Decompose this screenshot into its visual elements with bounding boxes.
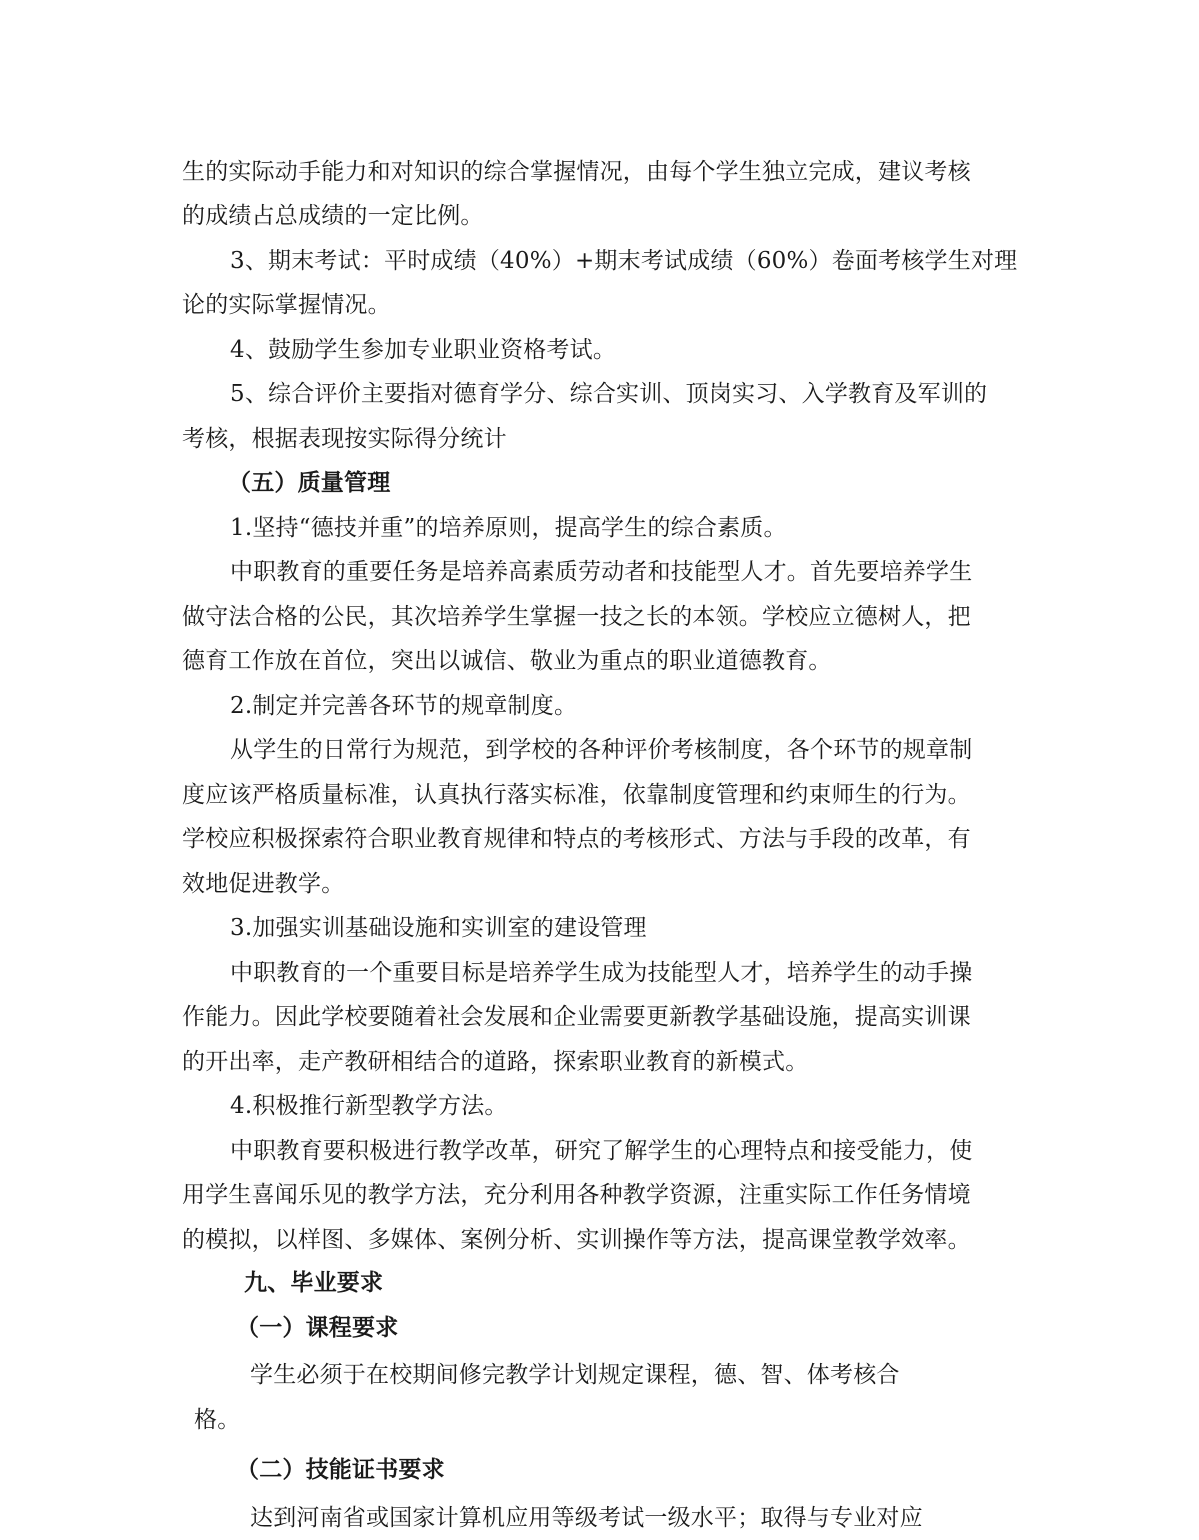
section-heading: （一）课程要求 (236, 1315, 399, 1341)
paragraph-line: 5、综合评价主要指对德育学分、综合实训、顶岗实习、入学教育及军训的 (230, 381, 988, 407)
paragraph-line: 中职教育的重要任务是培养高素质劳动者和技能型人才。首先要培养学生 (230, 559, 973, 585)
paragraph-line: 格。 (194, 1407, 241, 1433)
paragraph-line: 用学生喜闻乐见的教学方法，充分利用各种教学资源，注重实际工作任务情境 (182, 1182, 971, 1208)
paragraph-line: 4、鼓励学生参加专业职业资格考试。 (230, 337, 617, 363)
paragraph-line: 做守法合格的公民，其次培养学生掌握一技之长的本领。学校应立德树人，把 (182, 604, 971, 630)
section-heading: （二）技能证书要求 (236, 1457, 445, 1483)
paragraph-line: 3、期末考试：平时成绩（40%）+期末考试成绩（60%）卷面考核学生对理 (230, 248, 1018, 274)
paragraph-line: 中职教育要积极进行教学改革，研究了解学生的心理特点和接受能力，使 (230, 1138, 973, 1164)
paragraph-line: 中职教育的一个重要目标是培养学生成为技能型人才，培养学生的动手操 (230, 960, 973, 986)
paragraph-line: 学校应积极探索符合职业教育规律和特点的考核形式、方法与手段的改革，有 (182, 826, 971, 852)
paragraph-line: 考核，根据表现按实际得分统计 (182, 426, 507, 452)
paragraph-line: 生的实际动手能力和对知识的综合掌握情况，由每个学生独立完成，建议考核 (182, 159, 971, 185)
paragraph-line: 2.制定并完善各环节的规章制度。 (230, 693, 578, 719)
section-heading: （五）质量管理 (228, 470, 391, 496)
paragraph-line: 达到河南省或国家计算机应用等级考试一级水平；取得与专业对应 (250, 1505, 923, 1531)
paragraph-line: 作能力。因此学校要随着社会发展和企业需要更新教学基础设施，提高实训课 (182, 1004, 971, 1030)
paragraph-line: 的成绩占总成绩的一定比例。 (182, 203, 484, 229)
chapter-heading: 九、毕业要求 (244, 1270, 384, 1296)
paragraph-line: 3.加强实训基础设施和实训室的建设管理 (230, 915, 647, 941)
paragraph-line: 论的实际掌握情况。 (182, 292, 391, 318)
paragraph-line: 学生必须于在校期间修完教学计划规定课程，德、智、体考核合 (250, 1362, 900, 1388)
paragraph-line: 从学生的日常行为规范，到学校的各种评价考核制度，各个环节的规章制 (230, 737, 973, 763)
paragraph-line: 度应该严格质量标准，认真执行落实标准，依靠制度管理和约束师生的行为。 (182, 782, 971, 808)
paragraph-line: 的开出率，走产教研相结合的道路，探索职业教育的新模式。 (182, 1049, 809, 1075)
paragraph-line: 1.坚持“德技并重”的培养原则，提高学生的综合素质。 (230, 515, 787, 541)
paragraph-line: 的模拟，以样图、多媒体、案例分析、实训操作等方法，提高课堂教学效率。 (182, 1227, 971, 1253)
paragraph-line: 4.积极推行新型教学方法。 (230, 1093, 508, 1119)
paragraph-line: 德育工作放在首位，突出以诚信、敬业为重点的职业道德教育。 (182, 648, 832, 674)
paragraph-line: 效地促进教学。 (182, 871, 345, 897)
